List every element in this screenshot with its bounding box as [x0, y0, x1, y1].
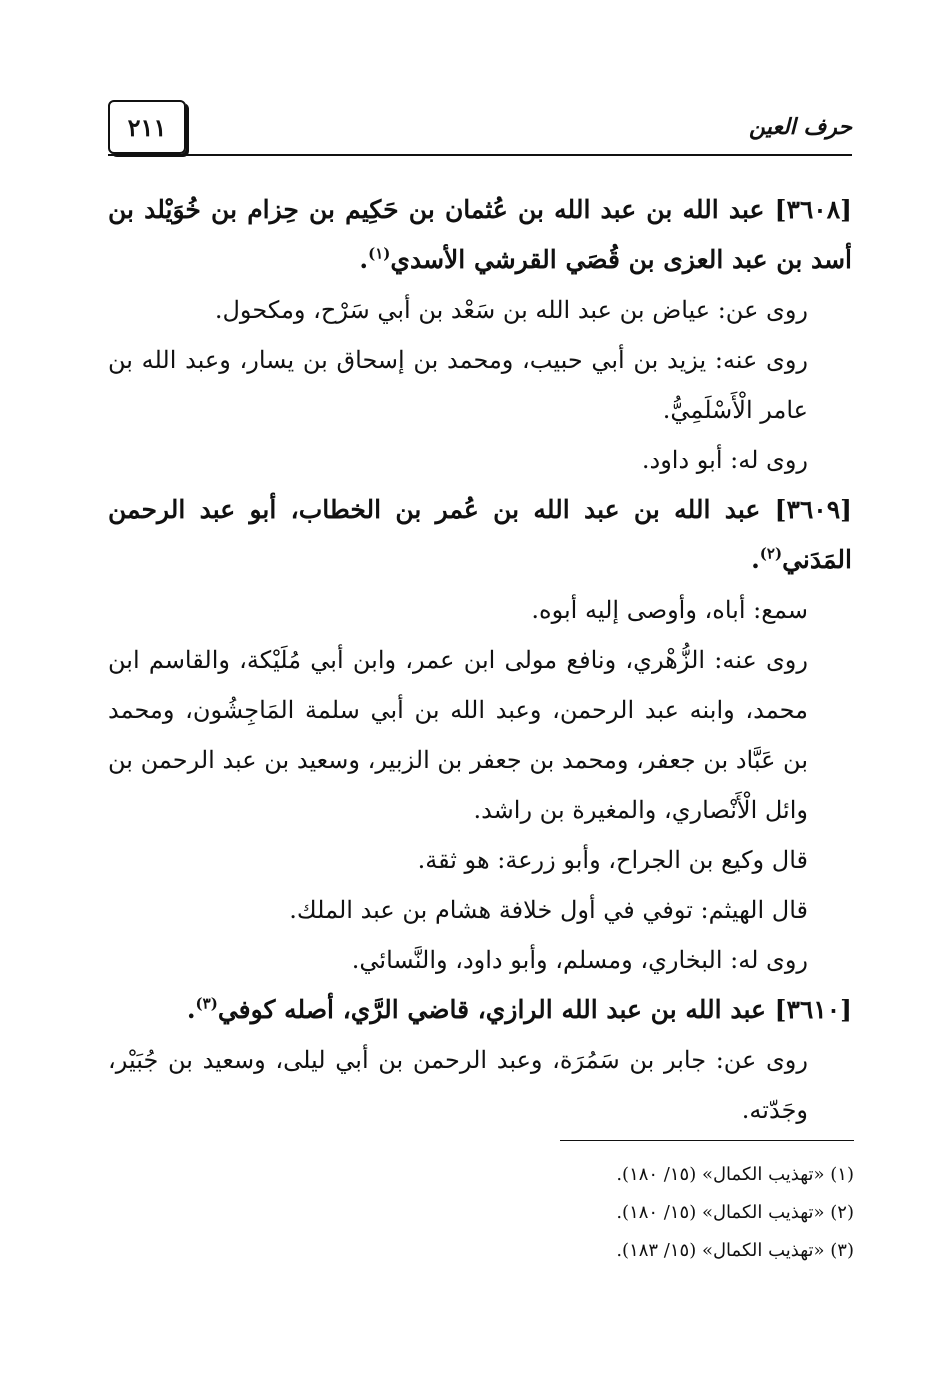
main-text: [108, 185, 852, 1135]
narrated-for: روى له: البخاري، ومسلم، وأبو داود، والنَّسائي.: [351, 946, 808, 974]
footnote-1: (١) «تهذيب الكمال» (١٥/ ١٨٠).: [616, 1164, 854, 1185]
page-number: ٢١١: [108, 100, 186, 154]
entry-heading-3608: [٣٦٠٨] عبد الله بن عبد الله بن عُثمان بن حَكِيم بن حِزام بن خُوَيْلد بن أسد بن عبد العزى بن قُصَي القرشي الأسدي$^{(١)}$.: [108, 195, 852, 274]
entry-heading-3610: [٣٦١٠] عبد الله بن عبد الله الرازي، قاضي الرَّي، أصله كوفي$^{(٣)}$.: [186, 994, 852, 1024]
footnote-rule: [560, 1140, 854, 1141]
narrated-by: روى عنه: يزيد بن أبي حبيب، ومحمد بن إسحاق بن يسار، وعبد الله بن عامر الْأَسْلَمِيُّ.: [108, 346, 809, 424]
statement-haytham: قال الهيثم: توفي في أول خلافة هشام بن عبد الملك.: [289, 896, 808, 924]
narrated-by: روى عنه: الزُّهْري، ونافع مولى ابن عمر، وابن أبي مُلَيْكة، والقاسم ابن محمد، وابنه عبد الرحمن، وعبد الله بن أبي سلمة المَاجِشُون، ومحمد بن عَبَّاد بن جعفر، ومحمد بن جعفر بن الزبير، وسعيد بن عبد الرحمن بن وائل الْأَنْصاري، والمغيرة بن راشد.: [108, 646, 808, 824]
narrated-from: روى عن: عياض بن عبد الله بن سَعْد بن أبي سَرْح، ومكحول.: [214, 296, 808, 324]
narrated-for: روى له: أبو داود.: [641, 446, 808, 474]
footnote-2: (٢) «تهذيب الكمال» (١٥/ ١٨٠).: [616, 1202, 854, 1223]
running-title: حرف العين: [748, 114, 852, 140]
narrated-from: روى عن: جابر بن سَمُرَة، وعبد الرحمن بن أبي ليلى، وسعيد بن جُبَيْر، وجَدّته.: [108, 1046, 808, 1124]
header-rule: [108, 154, 852, 156]
footnote-3: (٣) «تهذيب الكمال» (١٥/ ١٨٣).: [616, 1240, 854, 1261]
page-header: [108, 100, 852, 156]
footnote-ref: (١): [368, 244, 391, 263]
footnote-ref: (٢): [759, 544, 783, 563]
footnote-ref: (٣): [195, 994, 218, 1013]
heard-from: سمع: أباه، وأوصى إليه أبوه.: [531, 596, 808, 624]
statement-waki: قال وكيع بن الجراح، وأبو زرعة: هو ثقة.: [417, 846, 808, 874]
entry-heading-3609: [٣٦٠٩] عبد الله بن عبد الله بن عُمر بن الخطاب، أبو عبد الرحمن المَدَني$^{(٢)}$.: [108, 495, 852, 574]
footnotes: [300, 1156, 854, 1270]
